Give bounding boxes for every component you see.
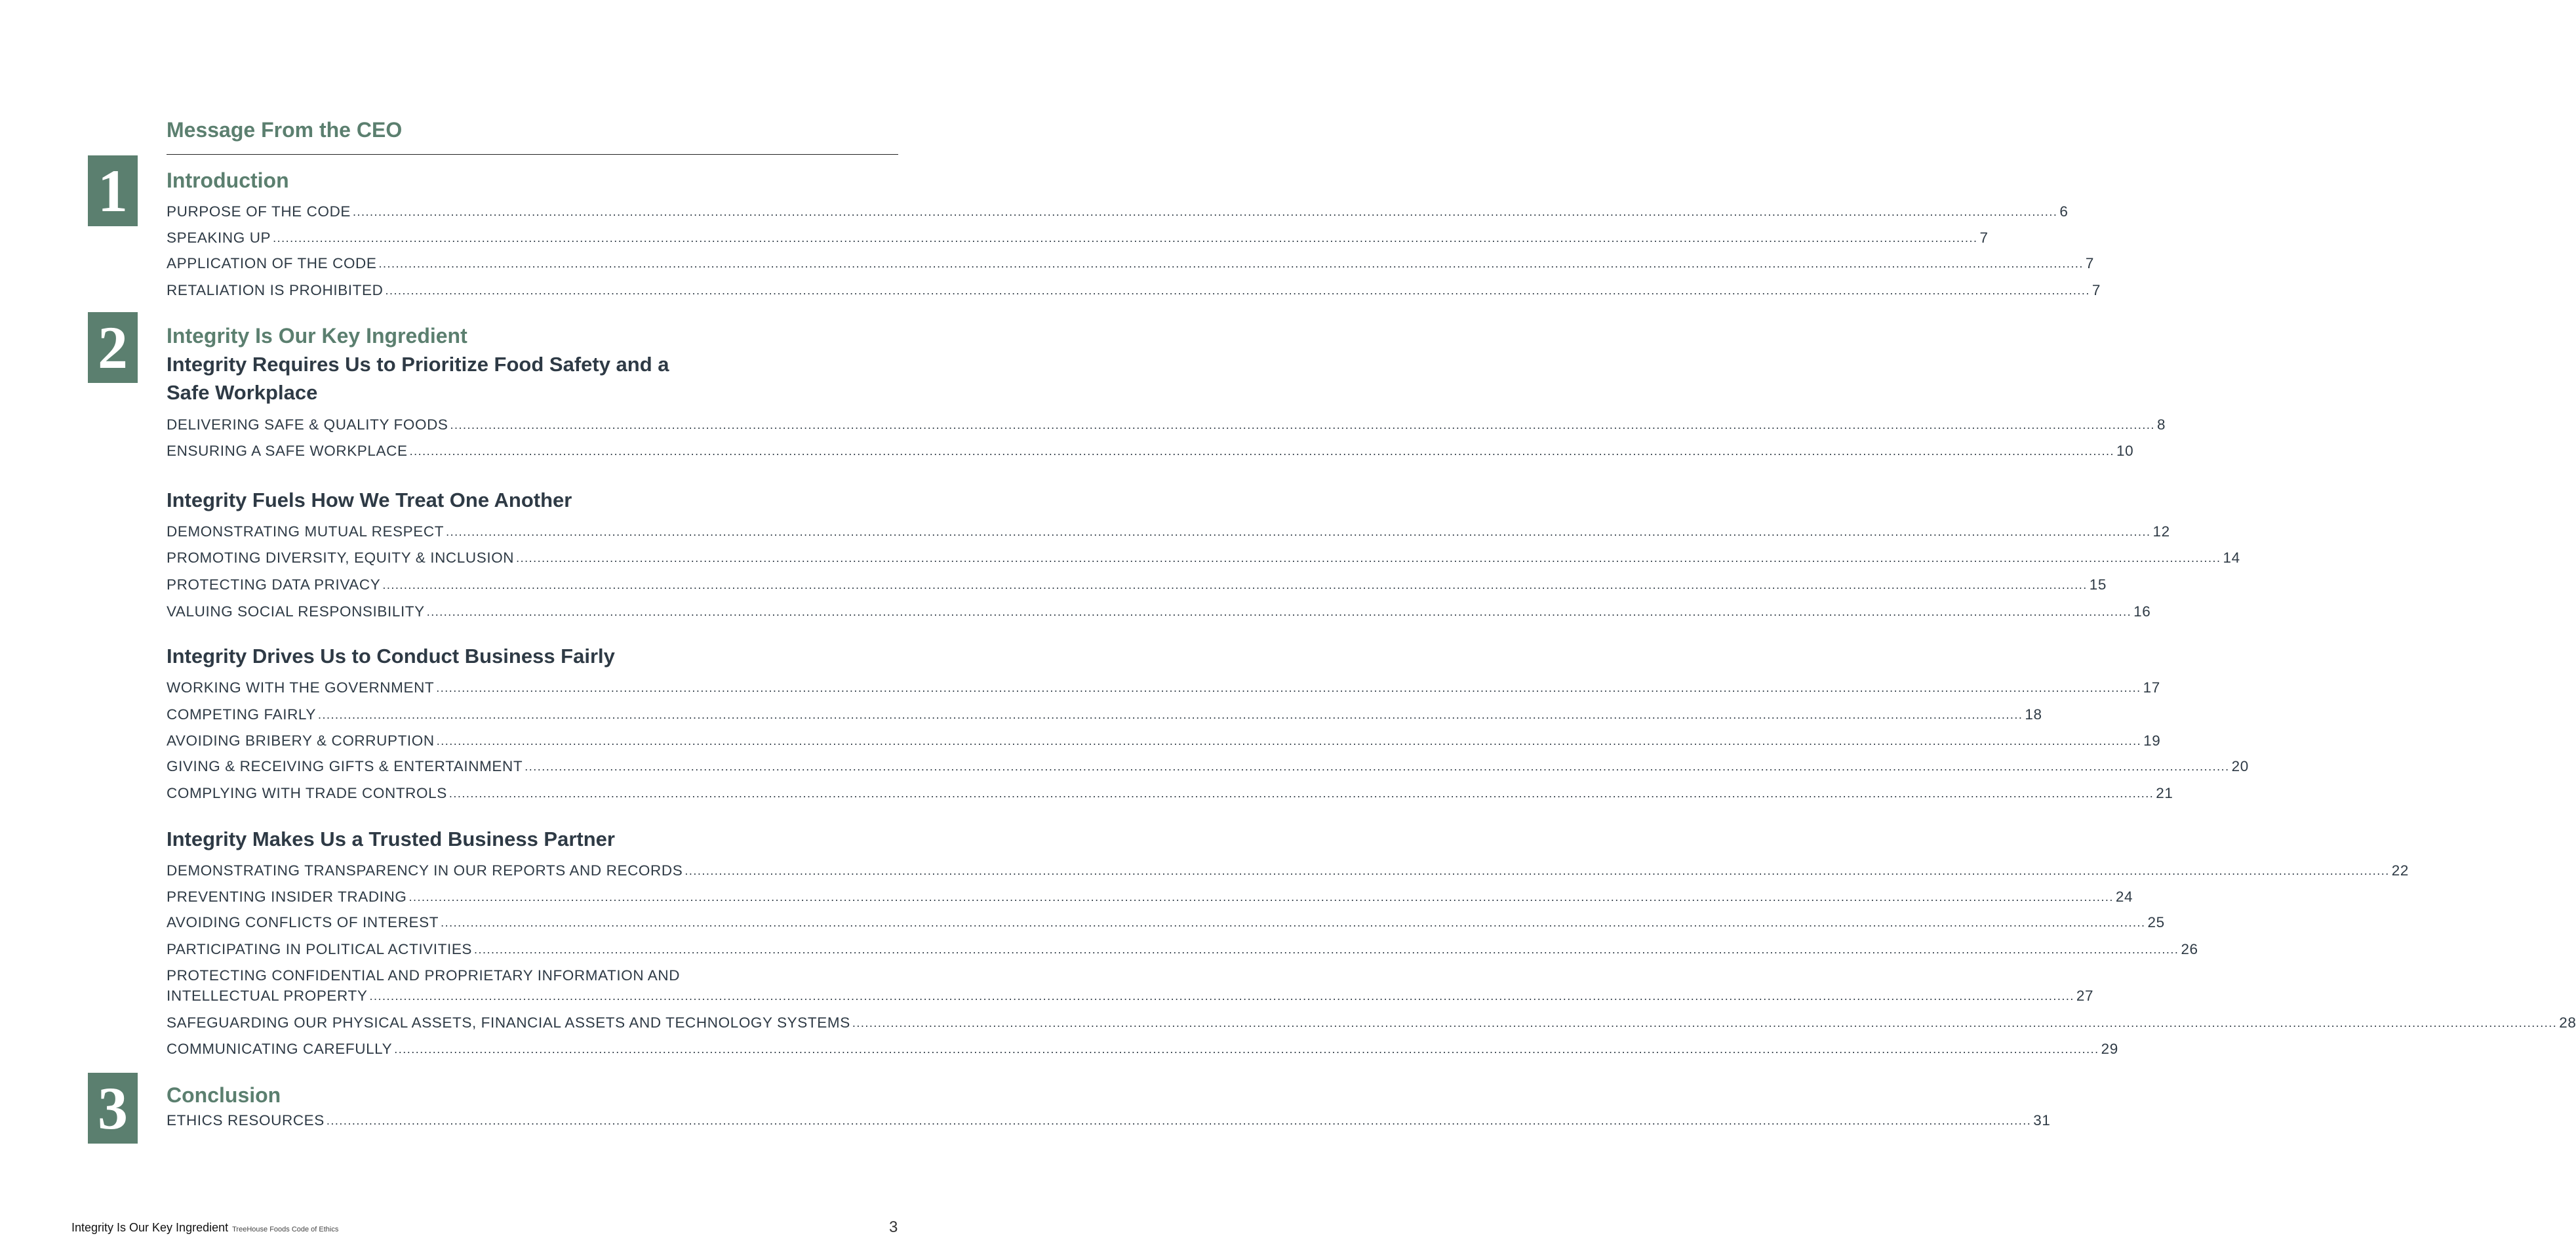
toc-entry-page[interactable]: 8 — [2156, 416, 2166, 433]
toc-entry[interactable] — [167, 940, 2198, 959]
toc-entry-page[interactable]: 7 — [1979, 230, 1989, 246]
section-title-introduction[interactable]: Introduction — [167, 169, 289, 192]
leader-dots: ................................................................................................................................................................................................................................................................................................................................................................................................................ — [441, 916, 2146, 929]
toc-entry-label[interactable]: SAFEGUARDING OUR PHYSICAL ASSETS, FINANCIAL ASSETS AND TECHNOLOGY SYSTEMS — [167, 1014, 850, 1031]
toc-entry[interactable] — [167, 575, 2107, 595]
section-title-integrity[interactable]: Integrity Is Our Key Ingredient — [167, 324, 467, 348]
toc-entry-page[interactable]: 14 — [2223, 550, 2240, 566]
section-number-2: 2 — [88, 312, 138, 383]
leader-dots: ................................................................................................................................................................................................................................................................................................................................................................................................................ — [409, 445, 2114, 458]
toc-entry-page[interactable]: 27 — [2076, 988, 2094, 1004]
leader-dots: ................................................................................................................................................................................................................................................................................................................................................................................................................ — [436, 681, 2141, 694]
toc-entry-label[interactable]: PURPOSE OF THE CODE — [167, 203, 351, 220]
toc-entry-page[interactable]: 21 — [2156, 785, 2173, 801]
subheading-food-safety-line1[interactable]: Integrity Requires Us to Prioritize Food Safety and a — [167, 353, 669, 376]
toc-entry-label[interactable]: ETHICS RESOURCES — [167, 1112, 325, 1129]
toc-entry-page[interactable]: 10 — [2116, 443, 2134, 459]
leader-dots: ................................................................................................................................................................................................................................................................................................................................................................................................................ — [426, 605, 2132, 618]
leader-dots: ................................................................................................................................................................................................................................................................................................................................................................................................................ — [474, 943, 2179, 956]
toc-entry-page[interactable]: 31 — [2033, 1112, 2051, 1129]
leader-dots: ................................................................................................................................................................................................................................................................................................................................................................................................................ — [436, 734, 2142, 748]
toc-entry[interactable] — [167, 757, 2249, 776]
leader-dots: ................................................................................................................................................................................................................................................................................................................................................................................................................ — [317, 708, 2023, 721]
leader-dots: ................................................................................................................................................................................................................................................................................................................................................................................................................ — [378, 257, 2084, 270]
leader-dots: ................................................................................................................................................................................................................................................................................................................................................................................................................ — [408, 890, 2114, 904]
toc-entry-label[interactable]: COMMUNICATING CAREFULLY — [167, 1041, 393, 1057]
toc-entry-label[interactable]: PREVENTING INSIDER TRADING — [167, 889, 407, 905]
toc-entry-page[interactable]: 26 — [2181, 941, 2198, 957]
message-from-ceo-heading[interactable]: Message From the CEO — [167, 118, 403, 142]
footer-title: Integrity Is Our Key Ingredient — [71, 1221, 229, 1234]
toc-entry-page[interactable]: 7 — [2091, 282, 2101, 298]
toc-entry-label[interactable]: PROTECTING DATA PRIVACY — [167, 576, 381, 593]
toc-entry[interactable] — [167, 1111, 2051, 1130]
toc-entry-page[interactable]: 6 — [2059, 203, 2069, 220]
toc-entry[interactable] — [167, 281, 2101, 300]
toc-entry-page[interactable]: 29 — [2101, 1041, 2118, 1057]
toc-entry-label[interactable]: DEMONSTRATING MUTUAL RESPECT — [167, 523, 445, 540]
toc-entry[interactable] — [167, 986, 2094, 1006]
toc-entry[interactable] — [167, 1013, 2576, 1033]
leader-dots: ................................................................................................................................................................................................................................................................................................................................................................................................................ — [394, 1043, 2099, 1056]
toc-entry-page[interactable]: 7 — [2085, 255, 2095, 271]
toc-entry[interactable] — [167, 861, 2409, 881]
toc-entry-label[interactable]: APPLICATION OF THE CODE — [167, 255, 377, 271]
subheading-trusted-partner[interactable]: Integrity Makes Us a Trusted Business Partner — [167, 828, 615, 850]
toc-entry-label[interactable]: PROMOTING DIVERSITY, EQUITY & INCLUSION — [167, 550, 515, 566]
toc-entry-label[interactable]: COMPLYING WITH TRADE CONTROLS — [167, 785, 447, 801]
toc-entry-label-line1[interactable]: PROTECTING CONFIDENTIAL AND PROPRIETARY INFORMATION AND — [167, 967, 681, 984]
toc-entry-page[interactable]: 12 — [2152, 523, 2170, 540]
toc-entry-label[interactable]: RETALIATION IS PROHIBITED — [167, 282, 384, 298]
toc-entry-label[interactable]: SPEAKING UP — [167, 230, 271, 246]
subheading-treat-one-another[interactable]: Integrity Fuels How We Treat One Another — [167, 489, 572, 511]
toc-entry[interactable] — [167, 254, 2095, 273]
toc-entry-label[interactable]: DEMONSTRATING TRANSPARENCY IN OUR REPORTS AND RECORDS — [167, 862, 683, 879]
leader-dots: ................................................................................................................................................................................................................................................................................................................................................................................................................ — [273, 231, 1978, 245]
toc-entry[interactable] — [167, 731, 2161, 751]
section-number-3: 3 — [88, 1073, 138, 1144]
page-number: 3 — [889, 1218, 898, 1236]
toc-entry-page[interactable]: 24 — [2115, 889, 2133, 905]
toc-entry-page[interactable]: 16 — [2133, 603, 2151, 620]
toc-entry[interactable] — [167, 1039, 2118, 1059]
toc-entry[interactable] — [167, 705, 2042, 725]
leader-dots: ................................................................................................................................................................................................................................................................................................................................................................................................................ — [382, 578, 2088, 591]
toc-entry-page[interactable]: 17 — [2143, 679, 2160, 696]
leader-dots: ................................................................................................................................................................................................................................................................................................................................................................................................................ — [353, 205, 2058, 218]
subheading-conduct-business-fairly[interactable]: Integrity Drives Us to Conduct Business Fairly — [167, 645, 615, 668]
leader-dots: ................................................................................................................................................................................................................................................................................................................................................................................................................ — [516, 551, 2221, 565]
toc-entry[interactable] — [167, 913, 2165, 932]
toc-entry-page[interactable]: 20 — [2231, 758, 2249, 774]
subheading-food-safety-line2[interactable]: Safe Workplace — [167, 381, 318, 404]
toc-entry[interactable] — [167, 784, 2173, 803]
leader-dots: ................................................................................................................................................................................................................................................................................................................................................................................................................ — [684, 864, 2390, 877]
leader-dots: ................................................................................................................................................................................................................................................................................................................................................................................................................ — [448, 787, 2154, 800]
toc-entry[interactable] — [167, 441, 2134, 461]
toc-entry[interactable] — [167, 548, 2240, 568]
toc-entry-page[interactable]: 28 — [2559, 1014, 2576, 1031]
toc-entry[interactable] — [167, 887, 2133, 907]
toc-entry-label[interactable]: INTELLECTUAL PROPERTY — [167, 988, 368, 1004]
leader-dots: ................................................................................................................................................................................................................................................................................................................................................................................................................ — [450, 418, 2155, 431]
toc-entry[interactable] — [167, 678, 2160, 698]
toc-entry[interactable] — [167, 202, 2069, 222]
section-number-1: 1 — [88, 155, 138, 226]
section-title-conclusion[interactable]: Conclusion — [167, 1083, 281, 1107]
toc-entry-label[interactable]: GIVING & RECEIVING GIFTS & ENTERTAINMENT — [167, 758, 523, 774]
toc-entry-page[interactable]: 18 — [2025, 706, 2042, 723]
toc-entry-label[interactable]: DELIVERING SAFE & QUALITY FOODS — [167, 416, 448, 433]
leader-dots: ................................................................................................................................................................................................................................................................................................................................................................................................................ — [525, 760, 2230, 773]
toc-entry-page[interactable]: 15 — [2089, 576, 2107, 593]
toc-entry-label[interactable]: AVOIDING BRIBERY & CORRUPTION — [167, 732, 435, 749]
toc-entry-label[interactable]: WORKING WITH THE GOVERNMENT — [167, 679, 435, 696]
toc-entry[interactable] — [167, 602, 2151, 622]
toc-entry-label[interactable]: ENSURING A SAFE WORKPLACE — [167, 443, 408, 459]
toc-entry-page[interactable]: 19 — [2143, 732, 2161, 749]
toc-entry-page[interactable]: 22 — [2391, 862, 2409, 879]
divider — [167, 154, 898, 155]
leader-dots: ................................................................................................................................................................................................................................................................................................................................................................................................................ — [852, 1016, 2558, 1029]
toc-entry-label[interactable]: AVOIDING CONFLICTS OF INTEREST — [167, 914, 439, 930]
toc-entry[interactable] — [167, 522, 2170, 542]
toc-entry-label[interactable]: COMPETING FAIRLY — [167, 706, 316, 723]
leader-dots: ................................................................................................................................................................................................................................................................................................................................................................................................................ — [446, 525, 2151, 538]
toc-entry[interactable] — [167, 415, 2166, 435]
leader-dots: ................................................................................................................................................................................................................................................................................................................................................................................................................ — [326, 1114, 2032, 1127]
leader-dots: ................................................................................................................................................................................................................................................................................................................................................................................................................ — [369, 989, 2074, 1003]
footer — [71, 1221, 338, 1235]
toc-entry-label[interactable]: PARTICIPATING IN POLITICAL ACTIVITIES — [167, 941, 473, 957]
leader-dots: ................................................................................................................................................................................................................................................................................................................................................................................................................ — [385, 284, 2090, 297]
toc-entry[interactable] — [167, 228, 1989, 248]
footer-subtitle: TreeHouse Foods Code of Ethics — [232, 1226, 339, 1233]
toc-entry-page[interactable]: 25 — [2147, 914, 2165, 930]
toc-entry-label[interactable]: VALUING SOCIAL RESPONSIBILITY — [167, 603, 425, 620]
